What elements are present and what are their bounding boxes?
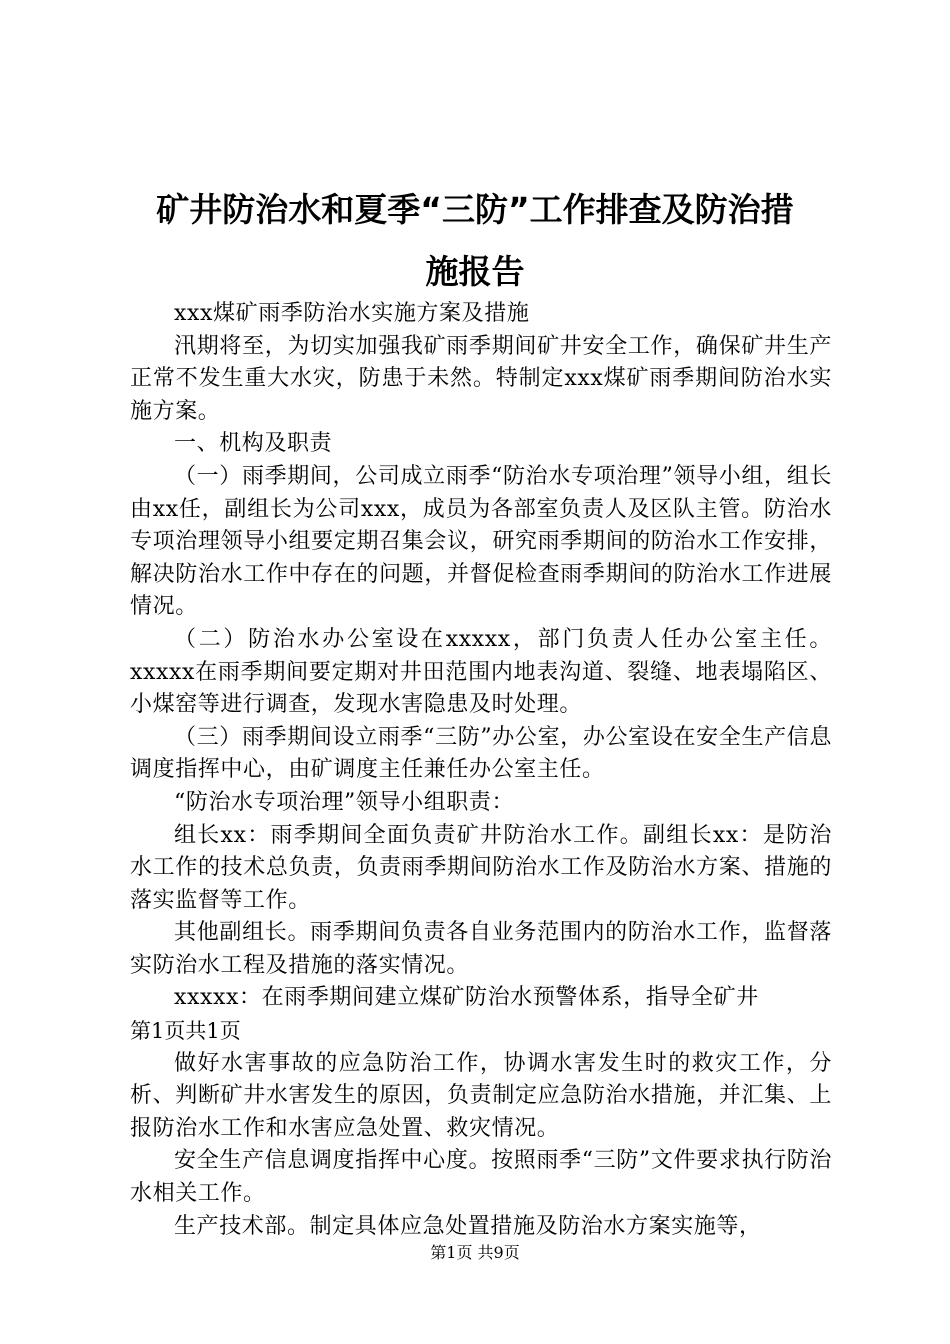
paragraph-other-deputies: 其他副组长。雨季期间负责各自业务范围内的防治水工作，监督落实防治水工程及措施的落实情况。: [130, 920, 832, 978]
paragraph-item-3: （三）雨季期间设立雨季“三防”办公室，办公室设在安全生产信息调度指挥中心，由矿调度主任兼任办公室主任。: [130, 724, 832, 783]
paragraph-office-duties: xxxxx：在雨季期间建立煤矿防治水预警体系，指导全矿井: [174, 985, 759, 1011]
page-footer: 第1页 共9页: [430, 1243, 520, 1262]
paragraph-item-1: （一）雨季期间，公司成立雨季“防治水专项治理”领导小组，组长由xx任，副组长为公司xxx，成员为各部室负责人及区队主管。防治水专项治理领导小组要定期召集会议，研究雨季期间的防治水工作安排，解决防治水工作中存在的问题，并督促检查雨季期间的防治水工作进展情况。: [130, 463, 832, 620]
paragraph-duties-heading: “防治水专项治理”领导小组职责：: [174, 789, 515, 815]
document-body: [130, 298, 832, 1243]
paragraph-production-tech: 生产技术部。制定具体应急处置措施及防治水方案实施等，: [174, 1213, 762, 1239]
paragraph-item-2: （二）防治水办公室设在xxxxx，部门负责人任办公室主任。xxxxx在雨季期间要定期对井田范围内地表沟道、裂缝、地表塌陷区、小煤窑等进行调查，发现水害隐患及时处理。: [130, 626, 832, 718]
paragraph-subtitle: xxx煤矿雨季防治水实施方案及措施: [174, 301, 530, 326]
inline-page-mark: 第1页共1页: [130, 1019, 241, 1044]
paragraph-emergency: 做好水害事故的应急防治工作，协调水害发生时的救灾工作，分析、判断矿井水害发生的原因，负责制定应急防治水措施，并汇集、上报防治水工作和水害应急处置、救灾情况。: [130, 1050, 832, 1141]
section-heading-organization: 一、机构及职责: [174, 431, 333, 457]
paragraph-dispatch-center: 安全生产信息调度指挥中心度。按照雨季“三防”文件要求执行防治水相关工作。: [130, 1148, 832, 1207]
document-title-line-1: 矿井防治水和夏季“三防”工作排查及防治措: [156, 190, 794, 229]
paragraph-leader-duties: 组长xx：雨季期间全面负责矿井防治水工作。副组长xx：是防治水工作的技术总负责，负责雨季期间防治水工作及防治水方案、措施的落实监督等工作。: [130, 822, 832, 913]
paragraph-intro: 汛期将至，为切实加强我矿雨季期间矿井安全工作，确保矿井生产正常不发生重大水灾，防患于未然。特制定xxx煤矿雨季期间防治水实施方案。: [130, 333, 832, 424]
document-title-line-2: 施报告: [425, 252, 525, 291]
